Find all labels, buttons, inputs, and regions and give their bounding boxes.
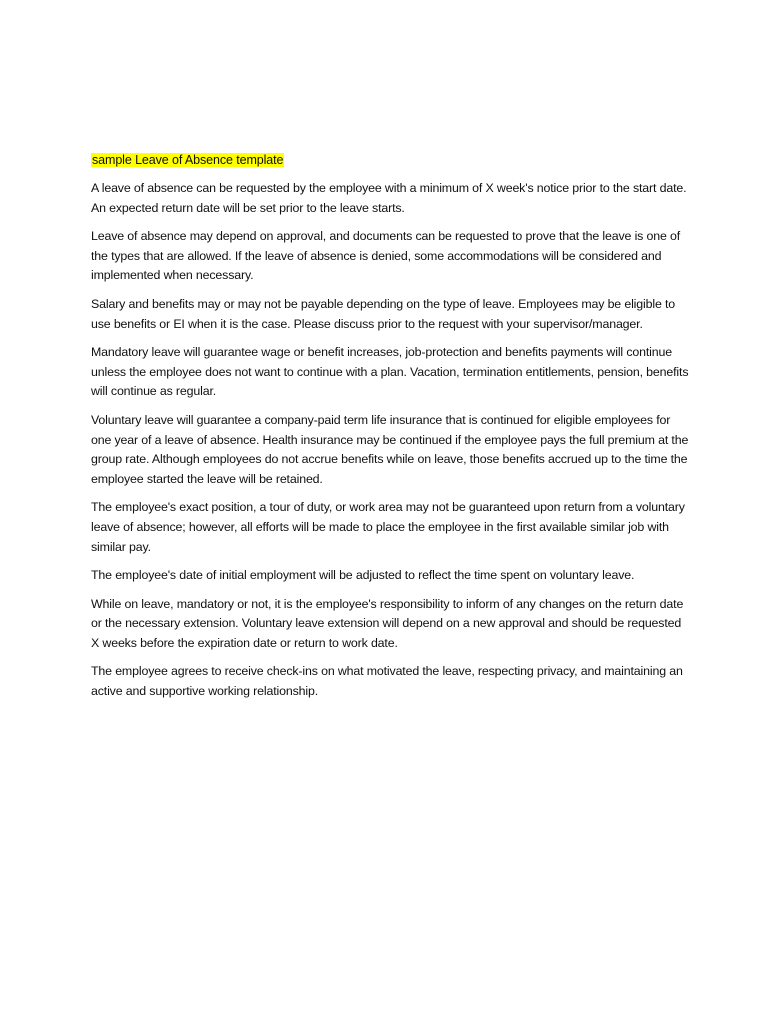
- paragraph-position: The employee's exact position, a tour of duty, or work area may not be guaranteed upon return from a voluntary leave of absence; however, all efforts will be made to place the employee in the first available similar job with similar pay.: [91, 500, 685, 554]
- paragraph-salary-benefits: Salary and benefits may or may not be payable depending on the type of leave. Employees may be eligible to use benefits or EI when it is the case. Please discuss prior to the request with your supervisor/manager.: [91, 296, 676, 331]
- document-title-line: [91, 150, 691, 170]
- paragraph-initial-employment: The employee's date of initial employment will be adjusted to reflect the time spent on voluntary leave.: [91, 568, 635, 583]
- paragraph-voluntary-leave: Voluntary leave will guarantee a company-paid term life insurance that is continued for eligible employees for one year of a leave of absence. Health insurance may be continued if the employee pays the full premium at the group rate. Although employees do not accrue benefits while on leave, those benefits accrued up to the time the employee started the leave will be retained.: [91, 412, 689, 486]
- document-title: sample Leave of Absence template: [92, 153, 284, 167]
- paragraph-mandatory-leave: Mandatory leave will guarantee wage or benefit increases, job-protection and benefits payments will continue unless the employee does not want to continue with a plan. Vacation, termination entitlements, pension, benefits will continue as regular.: [91, 345, 689, 399]
- paragraph-responsibility: While on leave, mandatory or not, it is the employee's responsibility to inform of any changes on the return date or the necessary extension. Voluntary leave extension will depend on a new approval and should be requested X weeks before the expiration date or return to work date.: [91, 596, 684, 650]
- document-body: [91, 150, 691, 711]
- paragraph-notice: A leave of absence can be requested by the employee with a minimum of X week's notice prior to the start date. An expected return date will be set prior to the leave starts.: [91, 181, 687, 215]
- paragraph-check-ins: The employee agrees to receive check-ins on what motivated the leave, respecting privacy, and maintaining an active and supportive working relationship.: [91, 664, 683, 699]
- paragraph-approval: Leave of absence may depend on approval, and documents can be requested to prove that the leave is one of the types that are allowed. If the leave of absence is denied, some accommodations will be considered and implemented when necessary.: [91, 229, 681, 283]
